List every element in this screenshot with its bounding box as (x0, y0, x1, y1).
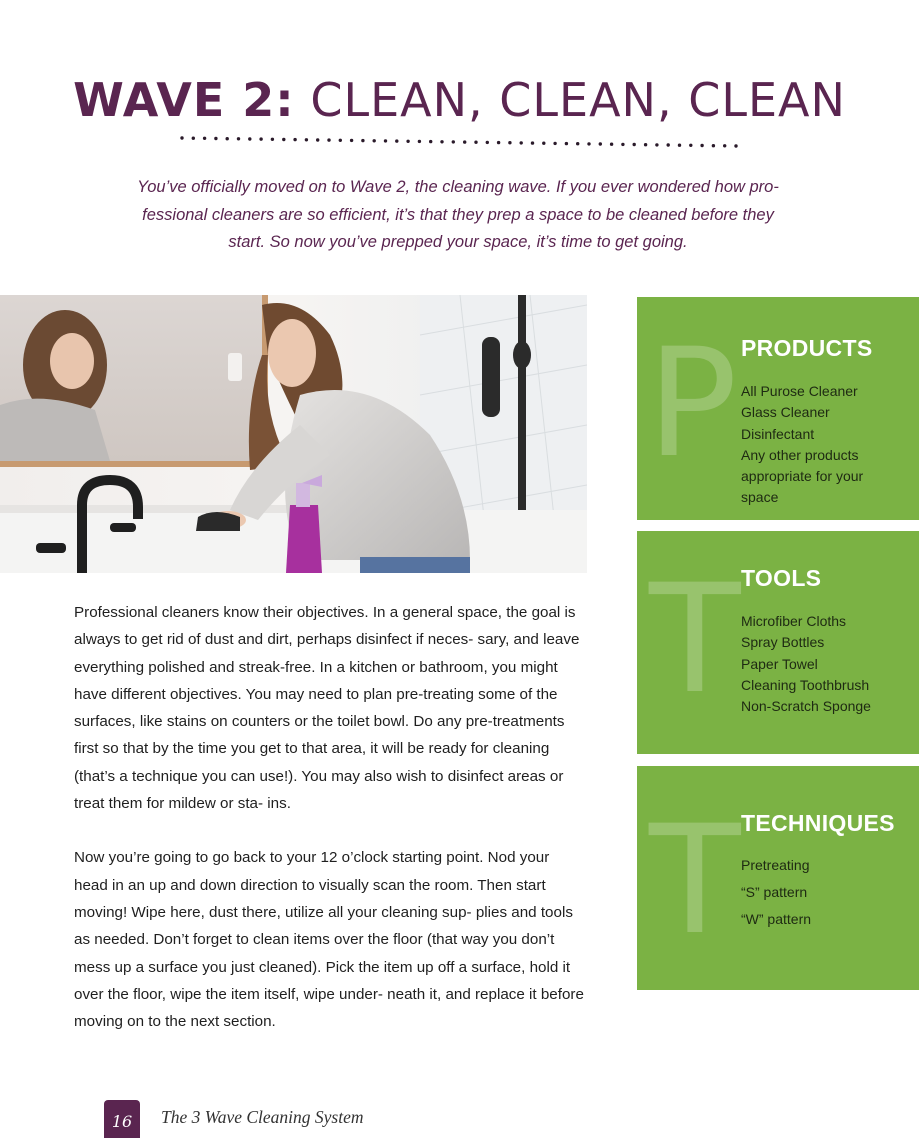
divider-dot (678, 144, 681, 147)
divider-dot (655, 143, 658, 146)
list-item: Paper Towel (741, 655, 818, 672)
divider-dot (271, 138, 274, 141)
list-item: Spray Bottles (741, 634, 825, 651)
divider-dot (452, 140, 455, 143)
divider-dot (734, 144, 737, 147)
divider-dot (633, 143, 636, 146)
divider-dot (384, 139, 387, 142)
list-item: Cleaning Toothbrush (741, 676, 870, 693)
intro-line: start. So now you’ve prepped your space, it’s time to get going. (228, 233, 688, 251)
divider-dot (248, 137, 251, 140)
page-number-badge (104, 1100, 140, 1138)
bathroom-cleaning-photo (0, 295, 587, 573)
divider-dot (644, 143, 647, 146)
divider-dot (350, 139, 353, 142)
divider-dot (293, 138, 296, 141)
tools-panel (637, 531, 919, 754)
list-item: All Purose Cleaner (741, 383, 858, 399)
techniques-panel (637, 766, 919, 990)
divider-dot (316, 138, 319, 141)
divider-dot (553, 142, 556, 145)
techniques-title: TECHNIQUES (741, 810, 895, 836)
tools-watermark-letter: T (649, 553, 741, 727)
divider-dot (180, 136, 183, 139)
list-item: Disinfectant (741, 425, 815, 442)
divider-dot (339, 139, 342, 142)
divider-dot (712, 144, 715, 147)
divider-dot (418, 140, 421, 143)
body-paragraph: Professional cleaners know their objectives. In a general space, the goal is always to get rid of dust and dirt, perhaps disinfect if neces- sary, and leave everything polished and streak-free. In a kitchen or bathroom, you might have different objectives. You may need to plan pre-treating some of the surfaces, like stains on counters or the toilet bowl. Do any pre-treatments first so that by the time you get to that area, it will be ready for cleaning (that’s a technique you can use!). You may also wish to disinfect areas or treat them for mildew or sta- ins. (74, 604, 580, 813)
book-title: The 3 Wave Cleaning System (161, 1107, 364, 1127)
list-item: “W” pattern (741, 911, 812, 927)
divider-dot (237, 137, 240, 140)
tools-list (741, 611, 911, 717)
divider-dot (373, 139, 376, 142)
divider-dot (474, 141, 477, 144)
divider-dot (440, 140, 443, 143)
tools-title: TOOLS (741, 565, 822, 591)
title-light: CLEAN, CLEAN, CLEAN (310, 73, 846, 127)
divider-dot (497, 141, 500, 144)
page-title (0, 70, 919, 130)
divider-dot (667, 143, 670, 146)
divider-dot (587, 142, 590, 145)
divider-dot (508, 141, 511, 144)
divider-dot (486, 141, 489, 144)
divider-dot (282, 138, 285, 141)
divider-dot (395, 139, 398, 142)
list-item: appropriate for your (741, 468, 864, 485)
divider-dot (429, 140, 432, 143)
body-text (74, 599, 584, 1062)
products-panel (637, 297, 919, 520)
divider-dot (723, 144, 726, 147)
list-item: Non-Scratch Sponge (741, 698, 871, 715)
intro-text (108, 174, 808, 257)
divider-dot (226, 137, 229, 140)
divider-dot (214, 137, 217, 140)
divider-dot (406, 140, 409, 143)
divider-dot (192, 137, 195, 140)
intro-line: You’ve officially moved on to Wave 2, the cleaning wave. If you ever wondered how pro- (137, 178, 779, 196)
divider-dot (599, 142, 602, 145)
divider-dot (542, 142, 545, 145)
divider-dot (361, 139, 364, 142)
products-title: PRODUCTS (741, 335, 873, 361)
products-list (741, 381, 911, 509)
divider-dot (576, 142, 579, 145)
list-item: Any other products (741, 446, 859, 463)
divider-dot (327, 138, 330, 141)
techniques-watermark-letter: T (649, 794, 741, 968)
divider-dot (463, 140, 466, 143)
body-paragraph: Now you’re going to go back to your 12 o’clock starting point. Nod your head in an up and down direction to visually scan the room. Then start moving! Wipe here, dust there, utilize all your cleaning sup- plies and tools as needed. Don’t forget to clean items over the floor (that way you don’t mess up a surface you just cleaned). Pick the item up off a surface, hold it over the floor, wipe the item itself, wipe under- neath it, and replace it before moving on to the next section. (74, 849, 584, 1031)
title-bold: WAVE 2: (73, 73, 295, 127)
divider-dot (520, 141, 523, 144)
techniques-list (741, 852, 911, 933)
products-watermark-letter: P (647, 317, 738, 491)
divider-dot (689, 144, 692, 147)
divider-dot (621, 143, 624, 146)
page-number: 16 (111, 1112, 133, 1131)
list-item: space (741, 489, 779, 506)
divider-dot (203, 137, 206, 140)
divider-dot (700, 144, 703, 147)
intro-line: fessional cleaners are so efficient, it’s that they prep a space to be cleaned before they (142, 205, 774, 224)
divider-dot (531, 141, 534, 144)
list-item: Microfiber Cloths (741, 613, 847, 629)
divider-dot (610, 143, 613, 146)
list-item: Glass Cleaner (741, 404, 830, 421)
dotted-divider (180, 128, 740, 152)
list-item: “S” pattern (741, 884, 808, 900)
list-item: Pretreating (741, 857, 810, 873)
divider-dot (259, 137, 262, 140)
divider-dot (565, 142, 568, 145)
divider-dot (305, 138, 308, 141)
